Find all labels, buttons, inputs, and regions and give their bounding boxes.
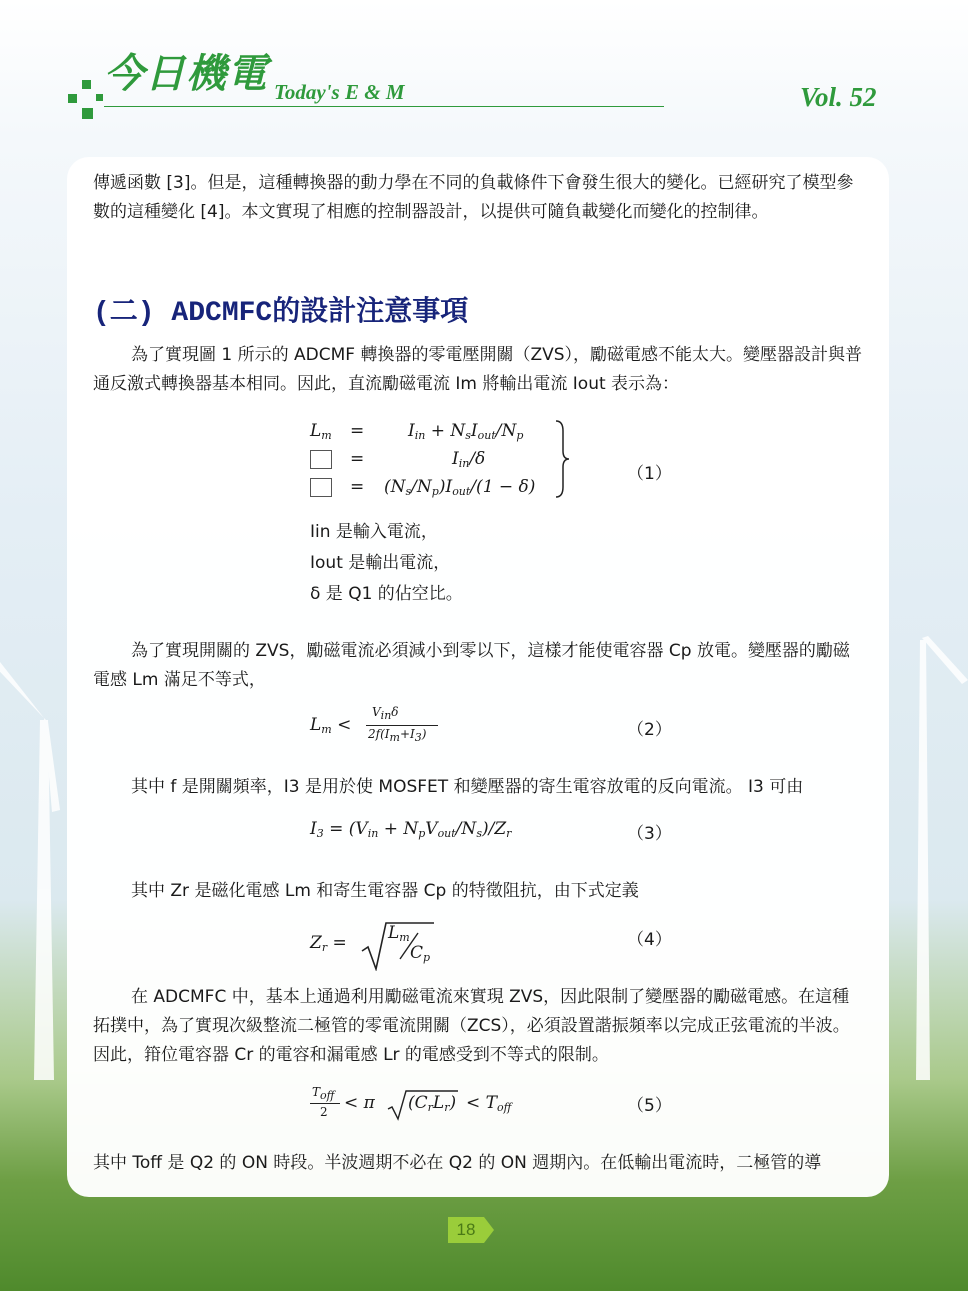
- paragraph-1: 為了實現圖 1 所示的 ADCMF 轉換器的零電壓開關（ZVS），勵磁電感不能太大。變壓器設計與普通反激式轉換器基本相同。因此，直流勵磁電流 Im 將輸出電流 Iout 表示為：: [93, 345, 863, 394]
- paragraph-3: 其中 f 是開關頻率，I3 是用於使 MOSFET 和變壓器的寄生電容放電的反向電流。 I3 可由: [131, 777, 804, 797]
- page-header: [0, 0, 968, 140]
- page-number: 18: [448, 1217, 484, 1243]
- paragraph-5: 在 ADCMFC 中，基本上通過利用勵磁電流來實現 ZVS，因此限制了變壓器的勵磁電感。在這種拓撲中，為了實現次級整流二極管的零電流開關（ZCS），必須設置諧振頻率以完成正弦電流的半波。因此，箝位電容器 Cr 的電容和漏電感 Lr 的電感受到不等式的限制。: [93, 987, 850, 1065]
- brace-right: [554, 419, 570, 499]
- definition-delta: δ 是 Q1 的佔空比。: [310, 584, 463, 604]
- paragraph-intro: 傳遞函數 [3]。但是，這種轉換器的動力學在不同的負載條件下會發生很大的變化。已經研究了模型參數的這種變化 [4]。本文實現了相應的控制器設計，以提供可隨負載變化而變化的控制律。: [93, 173, 854, 222]
- equation-3: $I_3 = (V_{in} + N_pV_{out}/N_s)/Z_r$: [310, 819, 512, 840]
- equation-4: $Z_r$ = $L_m$ $C_p$: [310, 917, 510, 971]
- equation-1-number: （1）: [627, 464, 672, 484]
- equation-5: Toff 2 < π $(C_rL_r)$ < $T_{off}$: [312, 1085, 512, 1119]
- equation-5-number: （5）: [627, 1096, 672, 1116]
- logo-square: [82, 80, 91, 89]
- volume-label: Vol. 52: [800, 82, 877, 112]
- magazine-logo-subtitle: Today's E & M: [274, 80, 405, 104]
- section-heading: (二) ADCMFC的設計注意事項: [93, 298, 469, 329]
- paragraph-4: 其中 Zr 是磁化電感 Lm 和寄生電容器 Cp 的特徵阻抗，由下式定義: [131, 881, 639, 901]
- equation-1: $L_m$ = $I_{in} + N_sI_{out}/N_p$ = $I_{in}/\delta$ = $(N_s/N_p)I_{out}/(1 - \delta)$: [310, 419, 670, 499]
- equation-3-number: （3）: [627, 824, 672, 844]
- logo-square: [68, 94, 77, 103]
- logo-square: [96, 94, 103, 101]
- logo-square: [82, 108, 93, 119]
- equation-2-number: （2）: [627, 720, 672, 740]
- equation-4-number: （4）: [627, 930, 672, 950]
- content-panel: [67, 157, 889, 1197]
- header-rule: [104, 106, 664, 107]
- equation-2: $L_m$ < Vinδ 2f(Im+I3): [310, 705, 510, 749]
- paragraph-6: 其中 Toff 是 Q2 的 ON 時段。半波週期不必在 Q2 的 ON 週期內。在低輸出電流時，二極管的導: [93, 1153, 822, 1173]
- magazine-logo-title: 今日機電: [104, 50, 268, 97]
- paragraph-2: 為了實現開關的 ZVS，勵磁電流必須減小到零以下，這樣才能使電容器 Cp 放電。變壓器的勵磁電感 Lm 滿足不等式，: [93, 641, 850, 690]
- definition-iout: Iout 是輸出電流，: [310, 553, 451, 573]
- definitions-list: [310, 517, 463, 610]
- page-number-arrow: [484, 1217, 494, 1243]
- definition-iin: Iin 是輸入電流，: [310, 522, 438, 542]
